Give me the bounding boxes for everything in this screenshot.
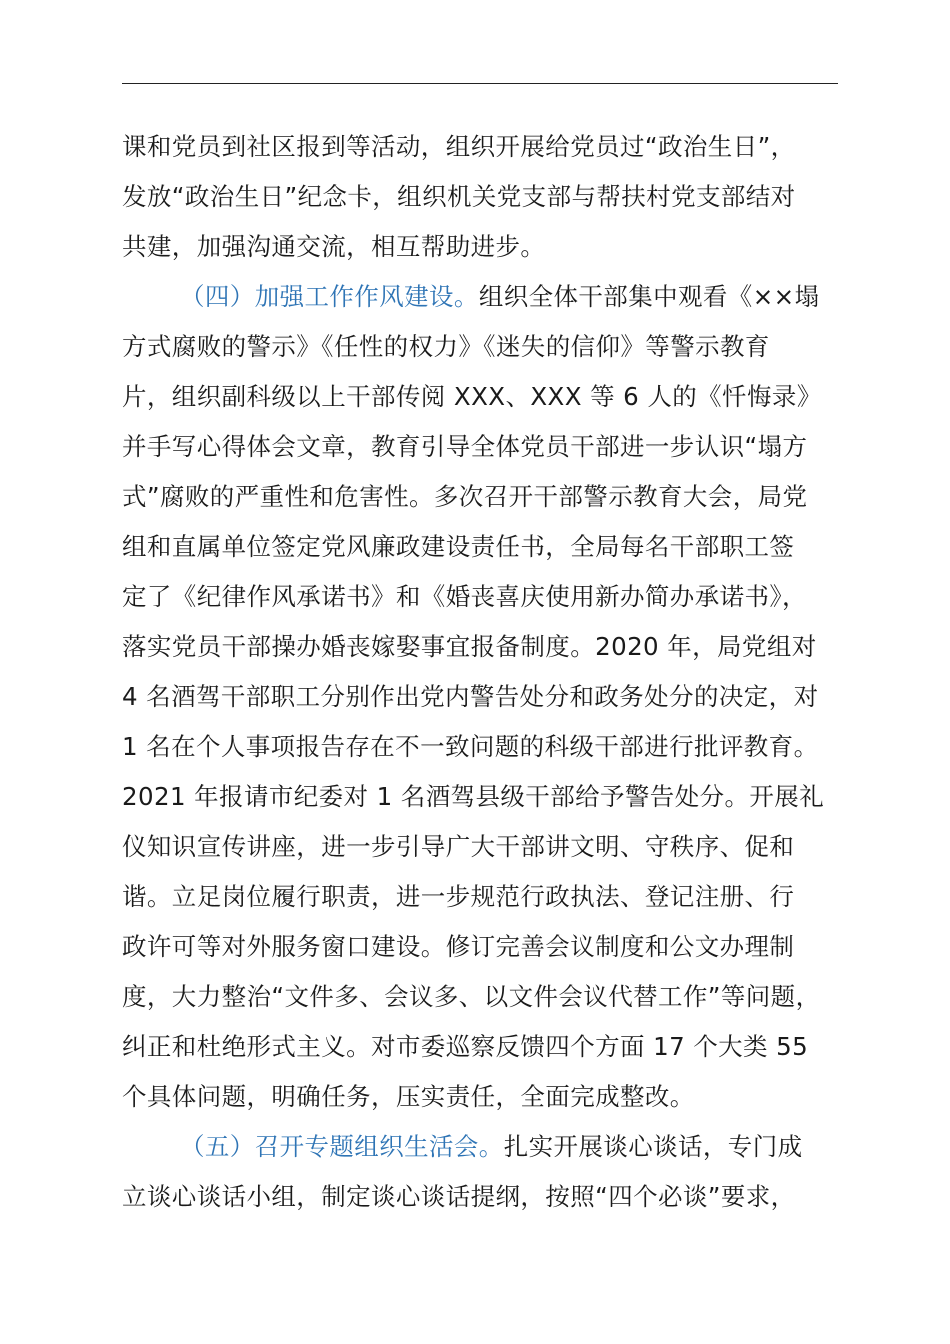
text-line: 度，大力整治“文件多、会议多、以文件会议代替工作”等问题， [122,982,821,1011]
text-line: 发放“政治生日”纪念卡，组织机关党支部与帮扶村党支部结对 [122,182,796,211]
text-line: 谐。立足岗位履行职责，进一步规范行政执法、登记注册、行 [122,882,795,911]
text-line: 共建，加强沟通交流，相互帮助进步。 [122,232,546,261]
text-line: 课和党员到社区报到等活动，组织开展给党员过“政治生日”， [122,132,796,161]
text-span: 组织全体干部集中观看《××塌 [478,282,820,311]
text-line: 个具体问题，明确任务，压实责任，全面完成整改。 [122,1082,695,1111]
text-line: 组和直属单位签定党风廉政建设责任书，全局每名干部职工签 [122,532,795,561]
section-four-heading: （四）加强工作作风建设。 [180,282,479,311]
section-four-paragraph [122,272,838,1122]
text-line: 2021 年报请市纪委对 1 名酒驾县级干部给予警告处分。开展礼 [122,782,825,811]
document-body [122,122,838,1222]
header-rule [122,83,838,84]
text-line: 政许可等对外服务窗口建设。修订完善会议制度和公文办理制 [122,932,795,961]
section-five-first-line [122,1122,838,1172]
text-line: 方式腐败的警示》《任性的权力》《迷失的信仰》等警示教育 [122,332,770,361]
text-line: 式”腐败的严重性和危害性。多次召开干部警示教育大会，局党 [122,482,808,511]
text-line: 定了《纪律作风承诺书》和《婚丧喜庆使用新办简办承诺书》， [122,582,807,611]
section-five-paragraph [122,1122,838,1222]
text-line: 落实党员干部操办婚丧嫁娶事宜报备制度。2020 年，局党组对 [122,632,817,661]
text-line: 4 名酒驾干部职工分别作出党内警告处分和政务处分的决定，对 [122,682,819,711]
text-line: 纠正和杜绝形式主义。对市委巡察反馈四个方面 17 个大类 55 [122,1032,809,1061]
text-line: 片，组织副科级以上干部传阅 XXX、XXX 等 6 人的《忏悔录》 [122,382,822,411]
text-line: 并手写心得体会文章，教育引导全体党员干部进一步认识“塌方 [122,432,808,461]
section-four-first-line [122,272,838,322]
text-line: 仪知识宣传讲座，进一步引导广大干部讲文明、守秩序、促和 [122,832,795,861]
section-five-heading: （五）召开专题组织生活会。 [180,1132,504,1161]
text-span: 扎实开展谈心谈话，专门成 [503,1132,803,1161]
text-line: 立谈心谈话小组，制定谈心谈话提纲，按照“四个必谈”要求， [122,1182,796,1211]
text-line: 1 名在个人事项报告存在不一致问题的科级干部进行批评教育。 [122,732,819,761]
paragraph-continuation [122,122,838,272]
